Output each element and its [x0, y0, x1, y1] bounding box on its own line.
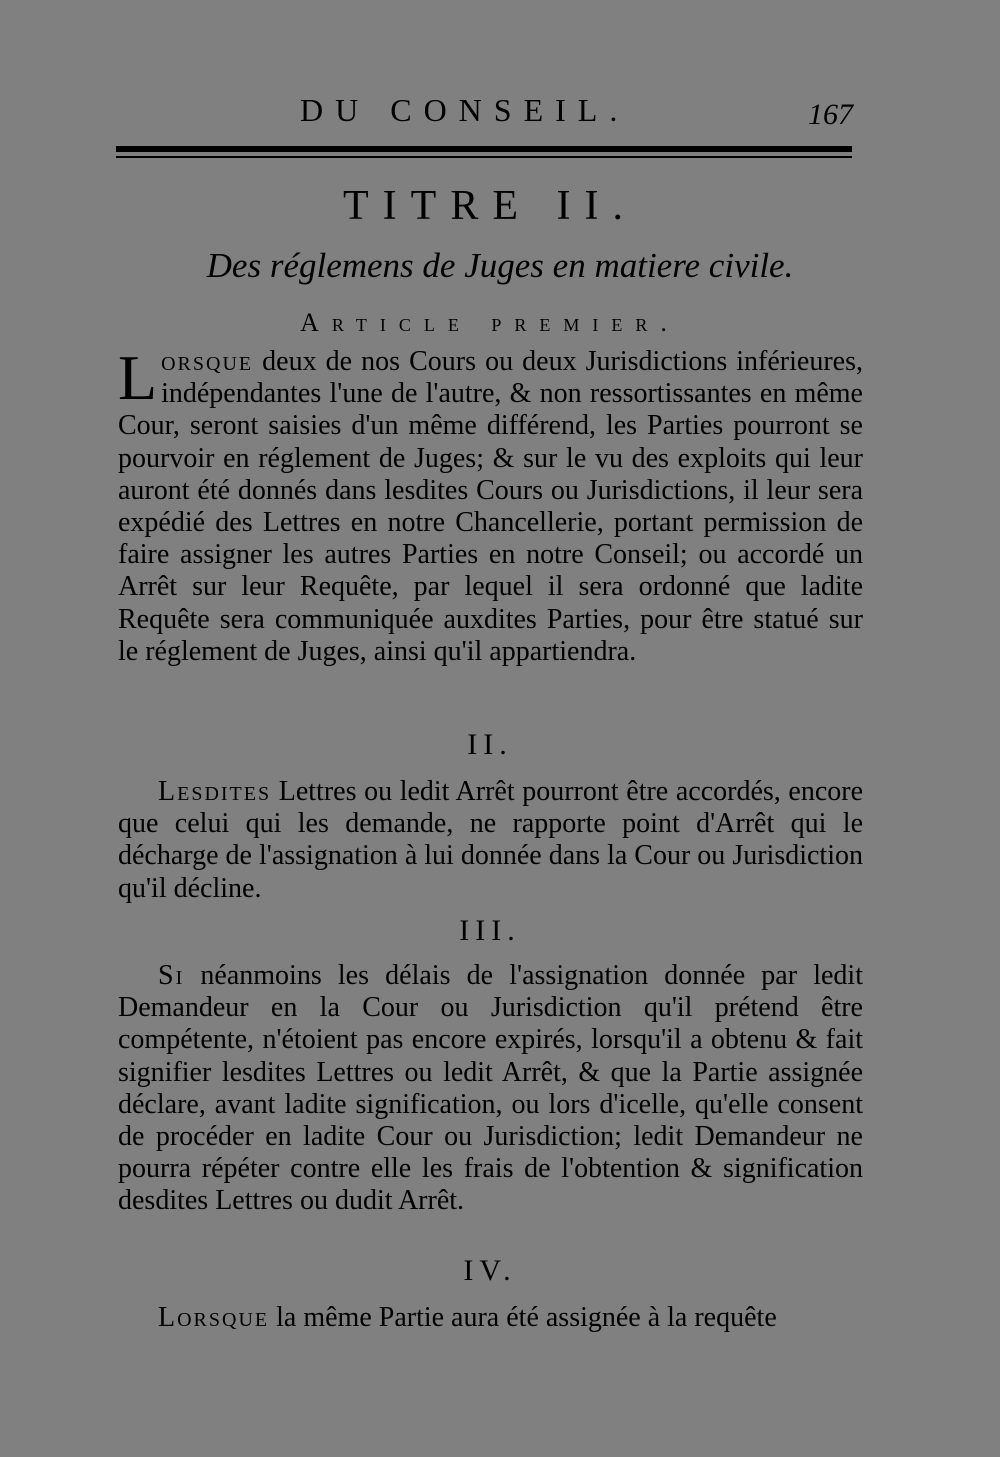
article-3-numeral: III.	[459, 914, 521, 947]
article-4-paragraph	[118, 1302, 863, 1334]
article-heading	[0, 308, 980, 338]
header-rule-thick	[116, 146, 852, 152]
drop-cap: L	[118, 342, 158, 413]
article-2-text: Lettres ou ledit Arrêt pourront être accordés, encore que celui qui les demande, ne rapporte point d'Arrêt qui le décharge de l'assignation à lui donnée dans la Cour ou Jurisdiction qu'il décline.	[118, 776, 863, 904]
page-number: 167	[808, 98, 853, 131]
article-1-lead: orsque	[161, 346, 254, 377]
article-2-lead: Lesdites	[158, 776, 272, 807]
header-rule-thin	[116, 156, 852, 158]
article-3-text: néanmoins les délais de l'assignation donnée par ledit Demandeur en la Cour ou Jurisdiction qu'il prétend être compétente, n'étoient pas encore expirés, lorsqu'il a obtenu & fait signifier lesdites Lettres ou ledit Arrêt, & que la Partie assignée déclare, avant ladite signification, ou lors d'icelle, qu'elle consent de procéder en ladite Cour ou Jurisdiction; ledit Demandeur ne pourra répéter contre elle les frais de l'obtention & signification desdites Lettres ou dudit Arrêt.	[118, 960, 863, 1217]
article-1-paragraph	[118, 342, 863, 668]
title-heading: TITRE II.	[343, 183, 637, 229]
article-heading-text: Article premier.	[300, 308, 680, 337]
article-3-paragraph	[118, 960, 863, 1218]
article-1-text: deux de nos Cours ou deux Jurisdictions inférieures, indépendantes l'une de l'autre, & non ressortissantes en même Cour, seront saisies d'un même différend, les Parties pourront se pourvoir en réglement de Juges; & sur le vu des exploits qui leur auront été donnés dans lesdites Cours ou Jurisdictions, il leur sera expédié des Lettres en notre Chancellerie, portant permission de faire assigner les autres Parties en notre Conseil; ou accordé un Arrêt sur leur Requête, par lequel il sera ordonné que ladite Requête sera communiquée auxdites Parties, pour être statué sur le réglement de Juges, ainsi qu'il appartiendra.	[118, 346, 863, 667]
running-head: DU CONSEIL.	[300, 92, 630, 128]
article-3-lead: Si	[158, 960, 185, 991]
article-2-paragraph	[118, 776, 863, 905]
article-4-numeral: IV.	[463, 1254, 517, 1287]
article-4-text: la même Partie aura été assignée à la requête	[269, 1302, 777, 1333]
article-4-lead: Lorsque	[158, 1302, 270, 1333]
article-2-numeral: II.	[467, 728, 513, 761]
title-subtitle: Des réglemens de Juges en matiere civile.	[206, 246, 794, 285]
